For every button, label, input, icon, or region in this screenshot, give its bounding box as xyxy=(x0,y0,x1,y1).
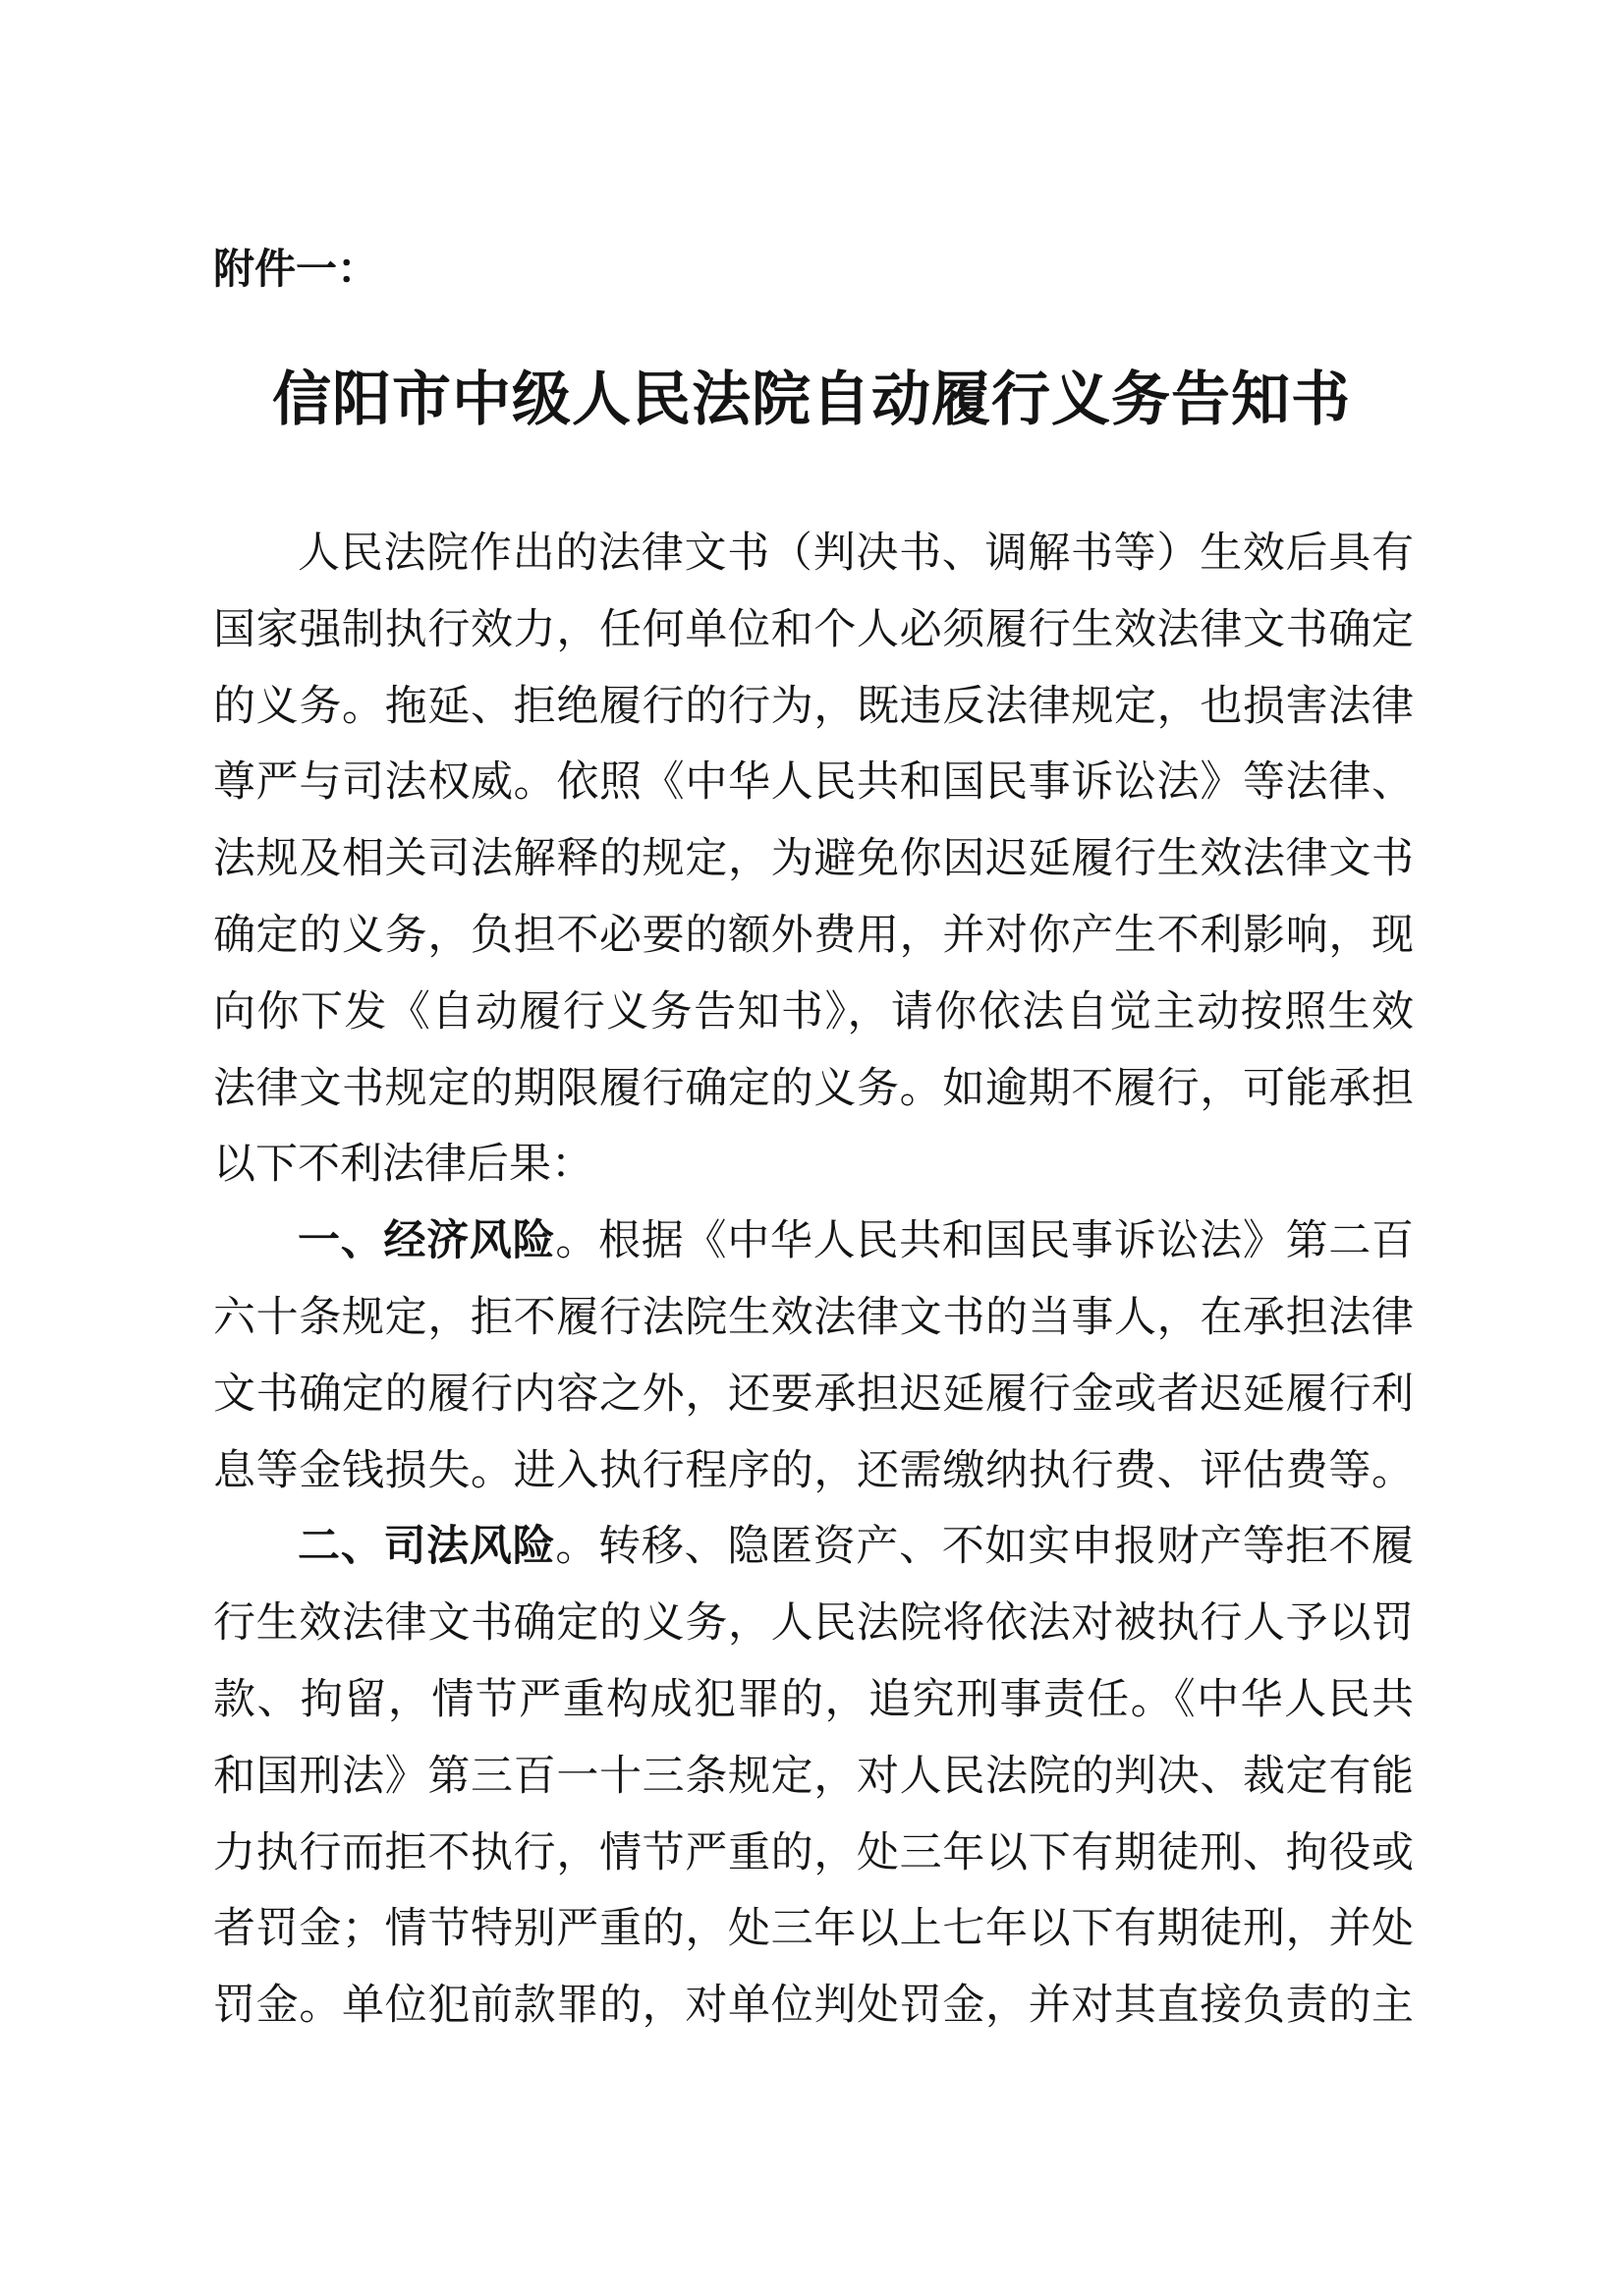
section-heading: 一、经济风险 xyxy=(298,1216,556,1266)
body-line: 者罚金；情节特别严重的，处三年以上七年以下有期徒刑，并处 xyxy=(213,1904,1414,1954)
body-line: 国家强制执行效力，任何单位和个人必须履行生效法律文书确定 xyxy=(213,604,1414,654)
body-line-text: 。根据《中华人民共和国民事诉讼法》第二百 xyxy=(555,1216,1414,1266)
body-line: 人民法院作出的法律文书（判决书、调解书等）生效后具有 xyxy=(298,529,1414,578)
body-line: 以下不利法律后果： xyxy=(213,1140,593,1190)
body-line: 的义务。拖延、拒绝履行的行为，既违反法律规定，也损害法律 xyxy=(213,681,1414,731)
body-line: 确定的义务，负担不必要的额外费用，并对你产生不利影响，现 xyxy=(213,910,1414,960)
body-line: 文书确定的履行内容之外，还要承担迟延履行金或者迟延履行利 xyxy=(213,1369,1414,1419)
body-line xyxy=(213,1204,1414,1280)
body-line: 息等金钱损失。进入执行程序的，还需缴纳执行费、评估费等。 xyxy=(213,1445,1414,1495)
body-line: 款、拘留，情节严重构成犯罪的，追究刑事责任。《中华人民共 xyxy=(213,1674,1414,1724)
section-heading: 二、司法风险 xyxy=(298,1522,556,1572)
body-line: 力执行而拒不执行，情节严重的，处三年以下有期徒刑、拘役或 xyxy=(213,1827,1414,1877)
body-line: 法规及相关司法解释的规定，为避免你因迟延履行生效法律文书 xyxy=(213,834,1414,884)
body-line: 和国刑法》第三百一十三条规定，对人民法院的判决、裁定有能 xyxy=(213,1751,1414,1801)
attachment-label: 附件一： xyxy=(213,245,379,293)
body-paragraph-economic-risk xyxy=(213,1204,1414,1509)
body-line: 向你下发《自动履行义务告知书》，请你依法自觉主动按照生效 xyxy=(213,986,1414,1036)
body-line: 罚金。单位犯前款罪的，对单位判处罚金，并对其直接负责的主 xyxy=(213,1981,1414,2031)
body-line: 法律文书规定的期限履行确定的义务。如逾期不履行，可能承担 xyxy=(213,1063,1414,1113)
body-line xyxy=(213,1509,1414,1586)
document-title: 信阳市中级人民法院自动履行义务告知书 xyxy=(272,365,1351,434)
body-line-text: 。转移、隐匿资产、不如实申报财产等拒不履 xyxy=(555,1522,1414,1572)
document-body xyxy=(213,516,1414,2044)
body-line: 六十条规定，拒不履行法院生效法律文书的当事人，在承担法律 xyxy=(213,1292,1414,1342)
body-line: 行生效法律文书确定的义务，人民法院将依法对被执行人予以罚 xyxy=(213,1598,1414,1649)
body-paragraph-judicial-risk xyxy=(213,1509,1414,2044)
body-paragraph-intro xyxy=(213,516,1414,1204)
body-line: 尊严与司法权威。依照《中华人民共和国民事诉讼法》等法律、 xyxy=(213,757,1414,808)
